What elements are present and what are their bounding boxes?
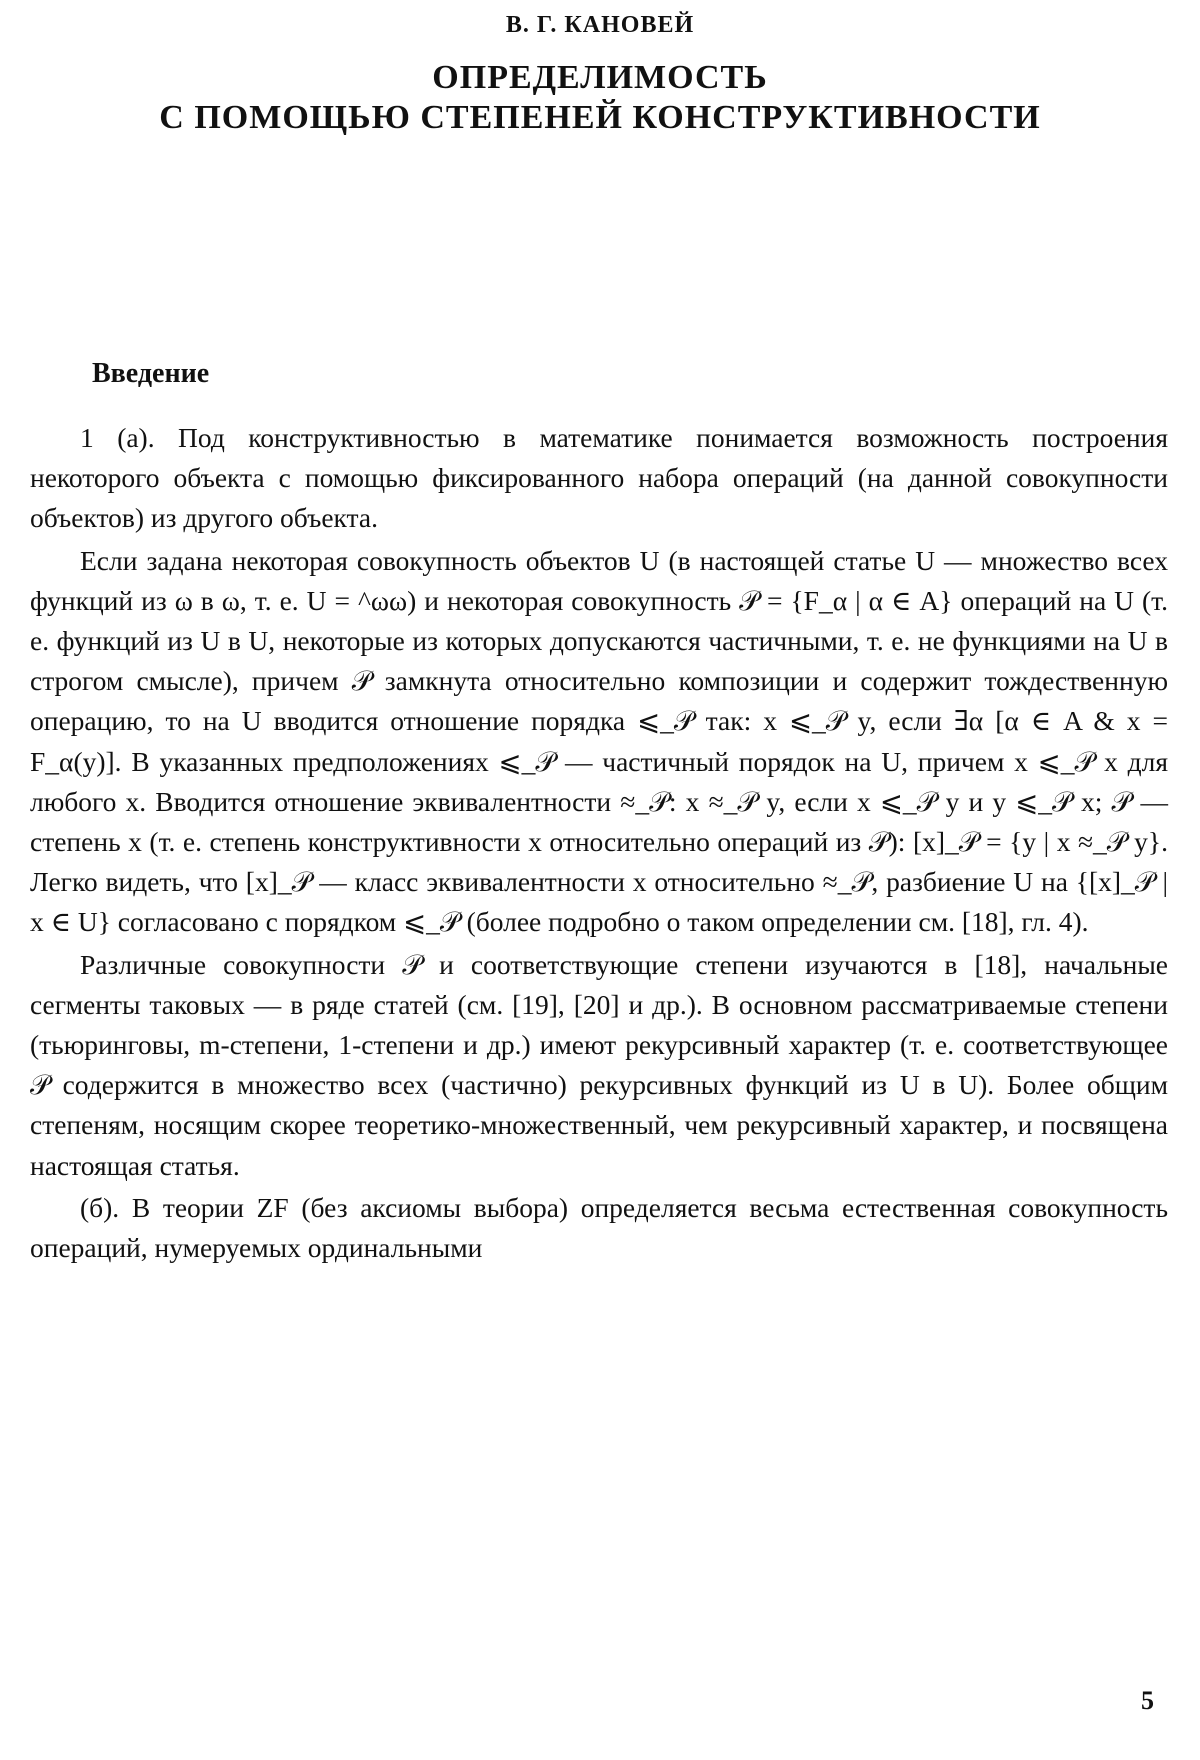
author-line: В. Г. КАНОВЕЙ (505, 12, 695, 38)
paper-title (0, 58, 1200, 138)
paragraph-1a: 1 (а). Под конструктивностью в математике понимается возможность построения некоторого объекта с помощью фиксированного набора операций (на данной совокупности объектов) из другого объекта. (30, 422, 1168, 534)
paragraph-degrees: Различные совокупности 𝒫 и соответствующие степени изучаются в [18], начальные сегменты таковых — в ряде статей (см. [19], [20] и др.). В основном рассматриваемые степени (тьюринговы, m-степени, 1-степени и др.) имеют рекурсивный характер (т. е. соответствующее 𝒫 содержится в множество всех (частично) рекурсивных функций из U в U). Более общим степеням, носящим скорее теоретико-множественный, чем рекурсивный характер, и посвящена настоящая статья. (30, 948, 1168, 1181)
paragraph-1b: (б). В теории ZF (без аксиомы выбора) определяется весьма естественная совокупность операций, нумеруемых ординальными (30, 1191, 1168, 1264)
paragraph-objects: Если задана некоторая совокупность объектов U (в настоящей статье U — множество всех функций из ω в ω, т. е. U = ^ωω) и некоторая совокупность 𝒫 = {F_α | α ∈ A} операций на U (т. е. функций из U в U, некоторые из которых допускаются частичными, т. е. не функциями на U в строгом смысле), причем 𝒫 замкнута относительно композиции и содержит тождественную операцию, то на U вводится отношение порядка ⩽_𝒫 так: x ⩽_𝒫 y, если ∃α [α ∈ A & x = F_α(y)]. В указанных предположениях ⩽_𝒫 — частичный порядок на U, причем x ⩽_𝒫 x для любого x. Вводится отношение эквивалентности ≈_𝒫: x ≈_𝒫 y, если x ⩽_𝒫 y и y ⩽_𝒫 x; 𝒫 — степень x (т. е. степень конструктивности x относительно операций из 𝒫): [x]_𝒫 = {y | x ≈_𝒫 y}. Легко видеть, что [x]_𝒫 — класс эквивалентности x относительно ≈_𝒫, разбиение U на {[x]_𝒫 | x ∈ U} согласовано с порядком ⩽_𝒫 (более подробно о таком определении см. [18], гл. 4). (30, 544, 1168, 938)
body-text (30, 418, 1168, 1268)
page-number: 5 (1141, 1686, 1154, 1715)
title-line-1: ОПРЕДЕЛИМОСТЬ (432, 59, 768, 96)
section-heading: Введение (92, 358, 210, 389)
title-line-2: С ПОМОЩЬЮ СТЕПЕНЕЙ КОНСТРУКТИВНОСТИ (159, 99, 1041, 136)
